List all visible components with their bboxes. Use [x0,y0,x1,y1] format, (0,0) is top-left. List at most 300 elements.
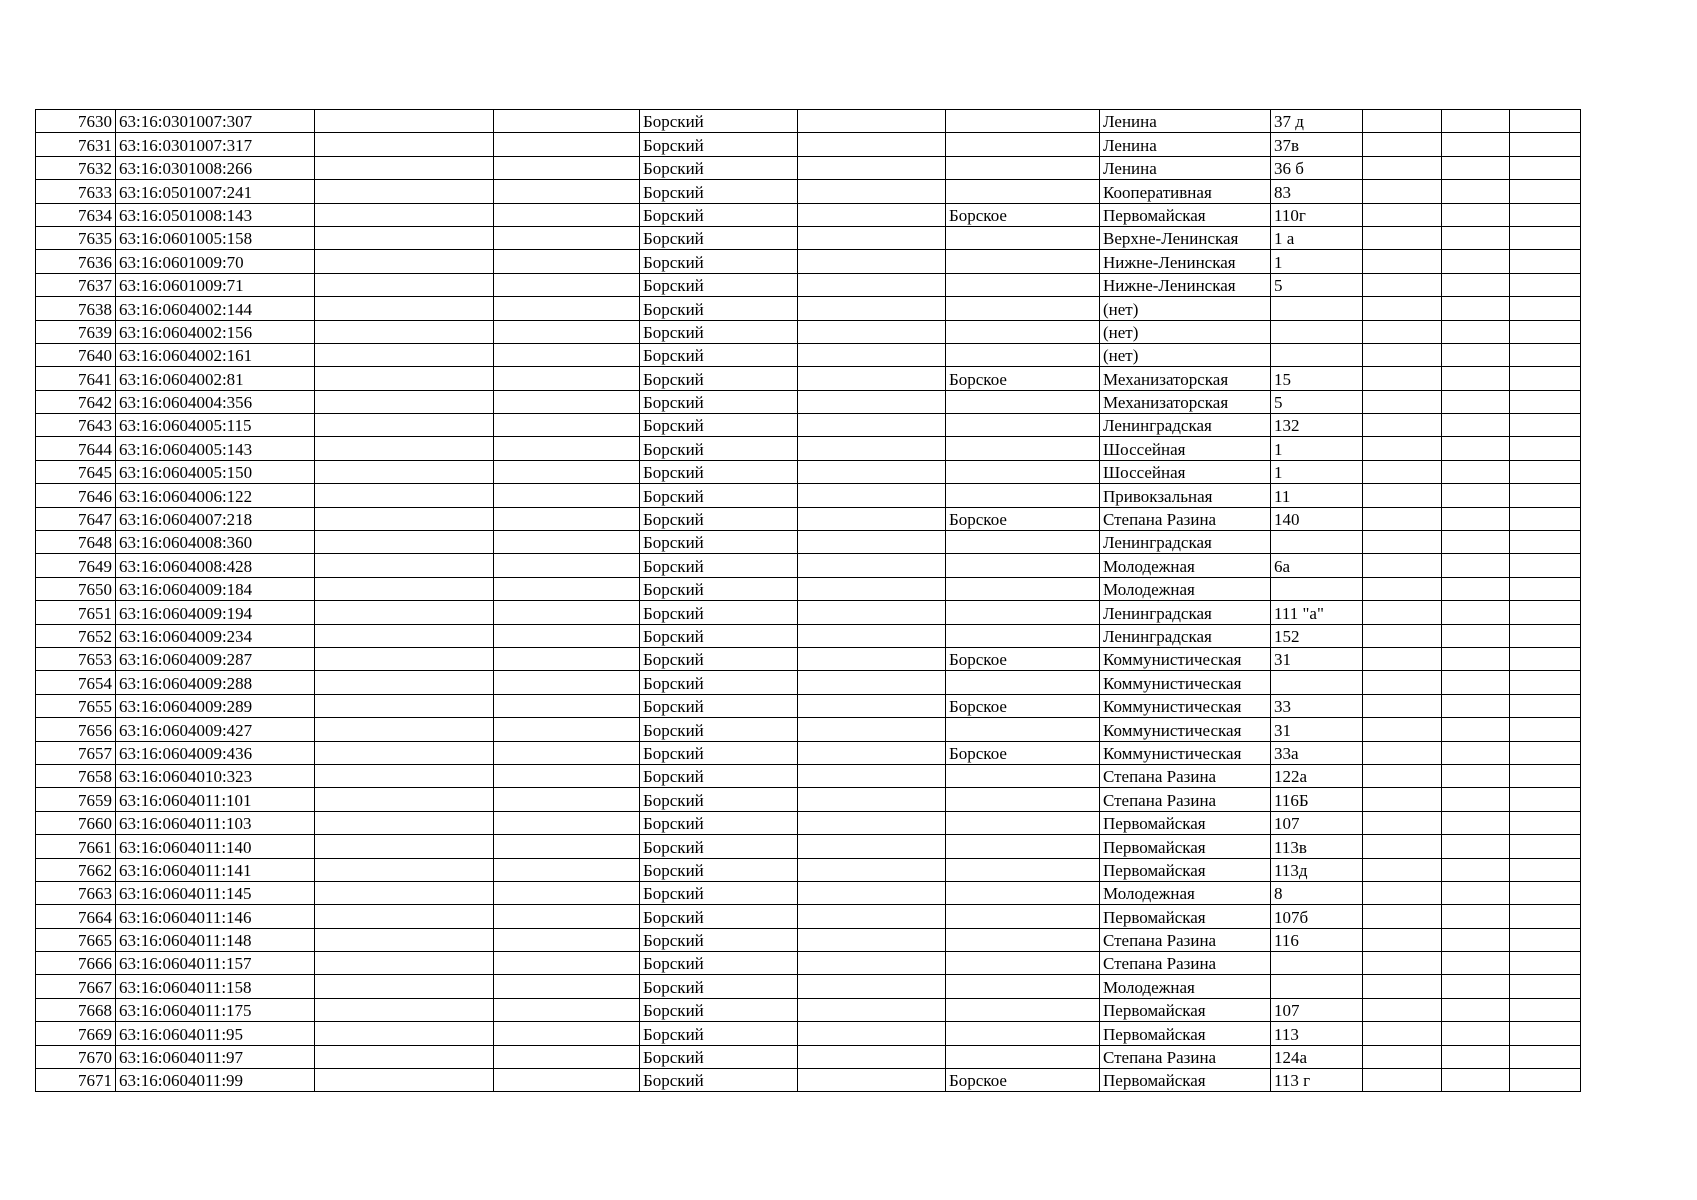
blank-cell [494,835,640,858]
blank-cell [494,577,640,600]
blank-cell [1363,180,1442,203]
cadastral-number-cell: 63:16:0501008:143 [116,203,315,226]
blank-cell [1442,180,1510,203]
table-row [36,835,1581,858]
street-cell: Механизаторская [1100,367,1271,390]
table-row [36,273,1581,296]
district-cell: Борский [640,484,798,507]
blank-cell [1510,741,1581,764]
blank-cell [1510,694,1581,717]
blank-cell [1442,741,1510,764]
settlement-cell [946,764,1100,787]
street-cell: Шоссейная [1100,437,1271,460]
blank-cell [1510,273,1581,296]
cadastral-number-cell: 63:16:0604009:287 [116,647,315,670]
house-number-cell: 37в [1271,133,1363,156]
house-number-cell: 1 [1271,250,1363,273]
district-cell: Борский [640,156,798,179]
row-number: 7645 [36,460,116,483]
blank-cell [315,694,494,717]
row-number: 7639 [36,320,116,343]
blank-cell [1510,390,1581,413]
cadastral-number-cell: 63:16:0604011:101 [116,788,315,811]
blank-cell [1363,156,1442,179]
cadastral-number-cell: 63:16:0604009:289 [116,694,315,717]
district-cell: Борский [640,671,798,694]
table-row [36,928,1581,951]
blank-cell [315,577,494,600]
house-number-cell: 107б [1271,905,1363,928]
blank-cell [1510,952,1581,975]
district-cell: Борский [640,694,798,717]
blank-cell [798,788,946,811]
table-row [36,881,1581,904]
district-cell: Борский [640,577,798,600]
table-row [36,531,1581,554]
district-cell: Борский [640,507,798,530]
cadastral-number-cell: 63:16:0604002:161 [116,343,315,366]
blank-cell [798,110,946,133]
blank-cell [1442,764,1510,787]
blank-cell [1442,624,1510,647]
settlement-cell [946,460,1100,483]
blank-cell [1510,601,1581,624]
table-row [36,975,1581,998]
blank-cell [494,998,640,1021]
blank-cell [494,975,640,998]
house-number-cell: 152 [1271,624,1363,647]
house-number-cell: 1 [1271,437,1363,460]
table-row [36,624,1581,647]
settlement-cell: Борское [946,694,1100,717]
blank-cell [494,952,640,975]
district-cell: Борский [640,390,798,413]
district-cell: Борский [640,624,798,647]
blank-cell [798,203,946,226]
house-number-cell: 31 [1271,718,1363,741]
row-number: 7660 [36,811,116,834]
blank-cell [798,273,946,296]
blank-cell [1363,975,1442,998]
street-cell: Ленина [1100,110,1271,133]
cadastral-number-cell: 63:16:0604009:184 [116,577,315,600]
row-number: 7653 [36,647,116,670]
district-cell: Борский [640,1069,798,1092]
blank-cell [494,460,640,483]
blank-cell [1442,858,1510,881]
blank-cell [798,531,946,554]
blank-cell [798,226,946,249]
blank-cell [494,601,640,624]
blank-cell [315,905,494,928]
blank-cell [1442,437,1510,460]
cadastral-number-cell: 63:16:0604011:97 [116,1045,315,1068]
cadastral-number-cell: 63:16:0301008:266 [116,156,315,179]
row-number: 7661 [36,835,116,858]
blank-cell [798,928,946,951]
cadastral-number-cell: 63:16:0604011:146 [116,905,315,928]
blank-cell [1363,507,1442,530]
blank-cell [1442,156,1510,179]
settlement-cell [946,601,1100,624]
table-row [36,905,1581,928]
blank-cell [1363,414,1442,437]
cadastral-number-cell: 63:16:0604005:115 [116,414,315,437]
cadastral-number-cell: 63:16:0601009:70 [116,250,315,273]
row-number: 7654 [36,671,116,694]
blank-cell [1363,998,1442,1021]
cadastral-number-cell: 63:16:0604007:218 [116,507,315,530]
blank-cell [798,320,946,343]
blank-cell [315,320,494,343]
street-cell: Кооперативная [1100,180,1271,203]
blank-cell [315,647,494,670]
street-cell: Первомайская [1100,1069,1271,1092]
row-number: 7664 [36,905,116,928]
settlement-cell: Борское [946,507,1100,530]
house-number-cell: 113 [1271,1022,1363,1045]
blank-cell [494,297,640,320]
house-number-cell: 116 [1271,928,1363,951]
blank-cell [494,367,640,390]
settlement-cell [946,414,1100,437]
blank-cell [315,507,494,530]
blank-cell [315,343,494,366]
house-number-cell: 113д [1271,858,1363,881]
row-number: 7655 [36,694,116,717]
blank-cell [1442,952,1510,975]
blank-cell [494,390,640,413]
row-number: 7644 [36,437,116,460]
blank-cell [494,507,640,530]
blank-cell [1510,811,1581,834]
blank-cell [1442,531,1510,554]
blank-cell [494,250,640,273]
row-number: 7656 [36,718,116,741]
blank-cell [1363,437,1442,460]
blank-cell [1442,835,1510,858]
blank-cell [315,975,494,998]
house-number-cell: 111 "а" [1271,601,1363,624]
blank-cell [494,180,640,203]
settlement-cell [946,577,1100,600]
house-number-cell: 122а [1271,764,1363,787]
district-cell: Борский [640,110,798,133]
street-cell: Степана Разина [1100,788,1271,811]
street-cell: (нет) [1100,320,1271,343]
row-number: 7635 [36,226,116,249]
blank-cell [1442,133,1510,156]
house-number-cell: 132 [1271,414,1363,437]
blank-cell [1510,414,1581,437]
blank-cell [494,203,640,226]
settlement-cell [946,297,1100,320]
cadastral-number-cell: 63:16:0604011:157 [116,952,315,975]
house-number-cell: 110г [1271,203,1363,226]
table-row [36,460,1581,483]
street-cell: Степана Разина [1100,952,1271,975]
blank-cell [798,343,946,366]
blank-cell [1510,928,1581,951]
house-number-cell: 31 [1271,647,1363,670]
blank-cell [1363,811,1442,834]
blank-cell [1442,647,1510,670]
table-row [36,343,1581,366]
street-cell: Привокзальная [1100,484,1271,507]
house-number-cell: 15 [1271,367,1363,390]
blank-cell [1442,998,1510,1021]
district-cell: Борский [640,320,798,343]
street-cell: Ленина [1100,133,1271,156]
district-cell: Борский [640,531,798,554]
blank-cell [315,297,494,320]
street-cell: Ленинградская [1100,601,1271,624]
blank-cell [1442,203,1510,226]
settlement-cell [946,788,1100,811]
blank-cell [1510,507,1581,530]
blank-cell [1510,858,1581,881]
table-row [36,180,1581,203]
cadastral-number-cell: 63:16:0604011:175 [116,998,315,1021]
street-cell: Первомайская [1100,858,1271,881]
blank-cell [315,998,494,1021]
cadastral-number-cell: 63:16:0604011:140 [116,835,315,858]
settlement-cell [946,811,1100,834]
blank-cell [315,133,494,156]
blank-cell [315,1045,494,1068]
street-cell: Ленинградская [1100,414,1271,437]
blank-cell [1442,928,1510,951]
blank-cell [315,554,494,577]
settlement-cell [946,273,1100,296]
settlement-cell [946,858,1100,881]
street-cell: Молодежная [1100,577,1271,600]
blank-cell [315,110,494,133]
settlement-cell [946,671,1100,694]
row-number: 7646 [36,484,116,507]
settlement-cell [946,320,1100,343]
row-number: 7665 [36,928,116,951]
blank-cell [798,671,946,694]
blank-cell [494,226,640,249]
row-number: 7634 [36,203,116,226]
table-row [36,484,1581,507]
blank-cell [1442,1045,1510,1068]
table-row [36,133,1581,156]
settlement-cell [946,975,1100,998]
blank-cell [1510,250,1581,273]
blank-cell [1363,858,1442,881]
settlement-cell [946,1045,1100,1068]
blank-cell [315,414,494,437]
district-cell: Борский [640,905,798,928]
street-cell: Первомайская [1100,1022,1271,1045]
district-cell: Борский [640,718,798,741]
blank-cell [1442,367,1510,390]
street-cell: Первомайская [1100,835,1271,858]
table-row [36,226,1581,249]
blank-cell [1510,437,1581,460]
blank-cell [315,601,494,624]
blank-cell [315,460,494,483]
district-cell: Борский [640,1045,798,1068]
street-cell: Первомайская [1100,811,1271,834]
blank-cell [1363,788,1442,811]
blank-cell [798,390,946,413]
district-cell: Борский [640,601,798,624]
blank-cell [798,133,946,156]
cadastral-number-cell: 63:16:0501007:241 [116,180,315,203]
row-number: 7666 [36,952,116,975]
blank-cell [1442,1022,1510,1045]
house-number-cell [1271,975,1363,998]
blank-cell [1510,531,1581,554]
cadastral-number-cell: 63:16:0604002:81 [116,367,315,390]
blank-cell [1442,390,1510,413]
table-row [36,601,1581,624]
house-number-cell [1271,531,1363,554]
cadastral-number-cell: 63:16:0601009:71 [116,273,315,296]
district-cell: Борский [640,297,798,320]
blank-cell [1510,1069,1581,1092]
blank-cell [494,414,640,437]
blank-cell [1363,928,1442,951]
settlement-cell [946,180,1100,203]
blank-cell [494,1045,640,1068]
settlement-cell [946,952,1100,975]
settlement-cell [946,998,1100,1021]
blank-cell [1510,905,1581,928]
house-number-cell: 1 [1271,460,1363,483]
district-cell: Борский [640,811,798,834]
row-number: 7670 [36,1045,116,1068]
row-number: 7637 [36,273,116,296]
row-number: 7668 [36,998,116,1021]
row-number: 7671 [36,1069,116,1092]
street-cell: Ленинградская [1100,624,1271,647]
blank-cell [1510,180,1581,203]
blank-cell [315,367,494,390]
cadastral-number-cell: 63:16:0604011:158 [116,975,315,998]
blank-cell [1442,881,1510,904]
table-row [36,858,1581,881]
blank-cell [1510,975,1581,998]
table-row [36,414,1581,437]
table-row [36,1069,1581,1092]
blank-cell [494,624,640,647]
blank-cell [1510,226,1581,249]
blank-cell [315,250,494,273]
district-cell: Борский [640,554,798,577]
row-number: 7662 [36,858,116,881]
house-number-cell: 107 [1271,811,1363,834]
blank-cell [1510,647,1581,670]
street-cell: Ленина [1100,156,1271,179]
cadastral-number-cell: 63:16:0301007:317 [116,133,315,156]
blank-cell [494,764,640,787]
blank-cell [798,577,946,600]
table-body [36,110,1581,1092]
blank-cell [1510,1022,1581,1045]
row-number: 7636 [36,250,116,273]
blank-cell [1442,414,1510,437]
cadastral-number-cell: 63:16:0604009:436 [116,741,315,764]
blank-cell [1363,133,1442,156]
blank-cell [494,437,640,460]
blank-cell [1510,1045,1581,1068]
blank-cell [1510,110,1581,133]
settlement-cell [946,718,1100,741]
blank-cell [1442,905,1510,928]
blank-cell [494,647,640,670]
blank-cell [798,718,946,741]
blank-cell [315,484,494,507]
blank-cell [494,1069,640,1092]
blank-cell [1363,297,1442,320]
house-number-cell [1271,577,1363,600]
street-cell: Молодежная [1100,975,1271,998]
blank-cell [798,297,946,320]
blank-cell [494,858,640,881]
house-number-cell: 11 [1271,484,1363,507]
blank-cell [315,835,494,858]
table-row [36,764,1581,787]
row-number: 7630 [36,110,116,133]
settlement-cell: Борское [946,1069,1100,1092]
blank-cell [494,273,640,296]
blank-cell [1363,741,1442,764]
blank-cell [1363,1045,1442,1068]
table-row [36,718,1581,741]
row-number: 7669 [36,1022,116,1045]
table-row [36,1022,1581,1045]
blank-cell [315,764,494,787]
blank-cell [1442,554,1510,577]
blank-cell [494,484,640,507]
district-cell: Борский [640,367,798,390]
blank-cell [1363,320,1442,343]
blank-cell [1442,343,1510,366]
blank-cell [798,250,946,273]
table-row [36,203,1581,226]
street-cell: Степана Разина [1100,928,1271,951]
cadastral-number-cell: 63:16:0604009:288 [116,671,315,694]
table-row [36,1045,1581,1068]
house-number-cell: 107 [1271,998,1363,1021]
house-number-cell [1271,343,1363,366]
blank-cell [1510,835,1581,858]
blank-cell [315,811,494,834]
settlement-cell [946,343,1100,366]
district-cell: Борский [640,788,798,811]
settlement-cell [946,881,1100,904]
blank-cell [1363,367,1442,390]
settlement-cell: Борское [946,203,1100,226]
blank-cell [798,764,946,787]
blank-cell [315,788,494,811]
blank-cell [798,367,946,390]
blank-cell [1363,671,1442,694]
blank-cell [798,741,946,764]
district-cell: Борский [640,460,798,483]
cadastral-number-cell: 63:16:0604011:141 [116,858,315,881]
cadastral-number-cell: 63:16:0604009:234 [116,624,315,647]
blank-cell [1442,718,1510,741]
blank-cell [798,647,946,670]
district-cell: Борский [640,437,798,460]
blank-cell [315,203,494,226]
settlement-cell [946,390,1100,413]
